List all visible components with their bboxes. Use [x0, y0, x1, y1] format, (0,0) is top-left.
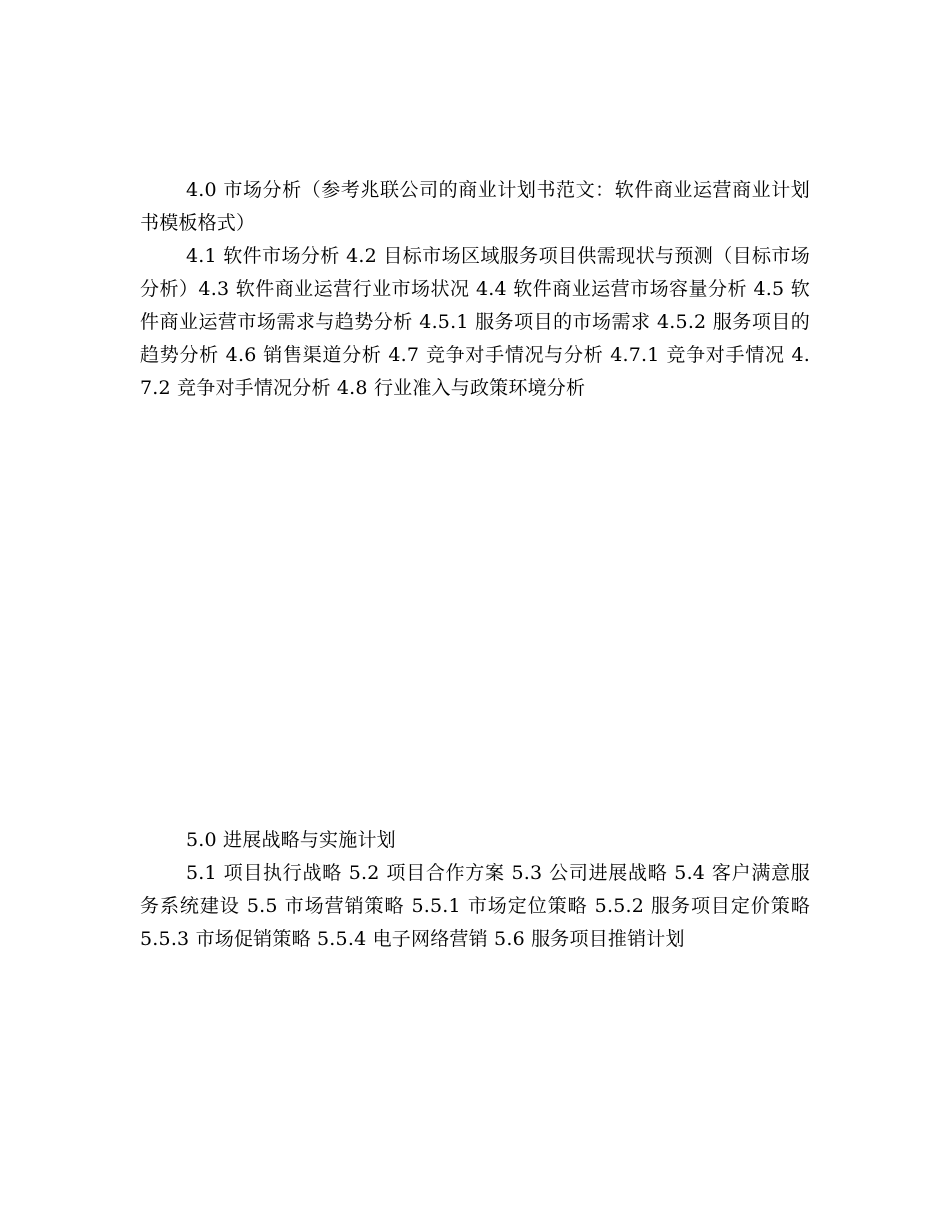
section-strategy-plan [140, 824, 810, 956]
section-body: 5.1 项目执行战略 5.2 项目合作方案 5.3 公司进展战略 5.4 客户满意服务系统建设 5.5 市场营销策略 5.5.1 市场定位策略 5.5.2 服务项目定价策略 5.5.3 市场促销策略 5.5.4 电子网络营销 5.6 服务项目推销计划 [140, 862, 810, 950]
section-body: 4.1 软件市场分析 4.2 目标市场区域服务项目供需现状与预测（目标市场分析）4.3 软件商业运营行业市场状况 4.4 软件商业运营市场容量分析 4.5 软件商业运营市场需求与趋势分析 4.5.1 服务项目的市场需求 4.5.2 服务项目的趋势分析 4.6 销售渠道分析 4.7 竞争对手情况与分析 4.7.1 竞争对手情况 4.7.2 竞争对手情况分析 4.8 行业准入与政策环境分析 [140, 245, 810, 399]
section-market-analysis [140, 174, 810, 405]
section-heading: 4.0 市场分析（参考兆联公司的商业计划书范文：软件商业运营商业计划书模板格式） [140, 179, 810, 234]
section-heading: 5.0 进展战略与实施计划 [186, 829, 396, 851]
